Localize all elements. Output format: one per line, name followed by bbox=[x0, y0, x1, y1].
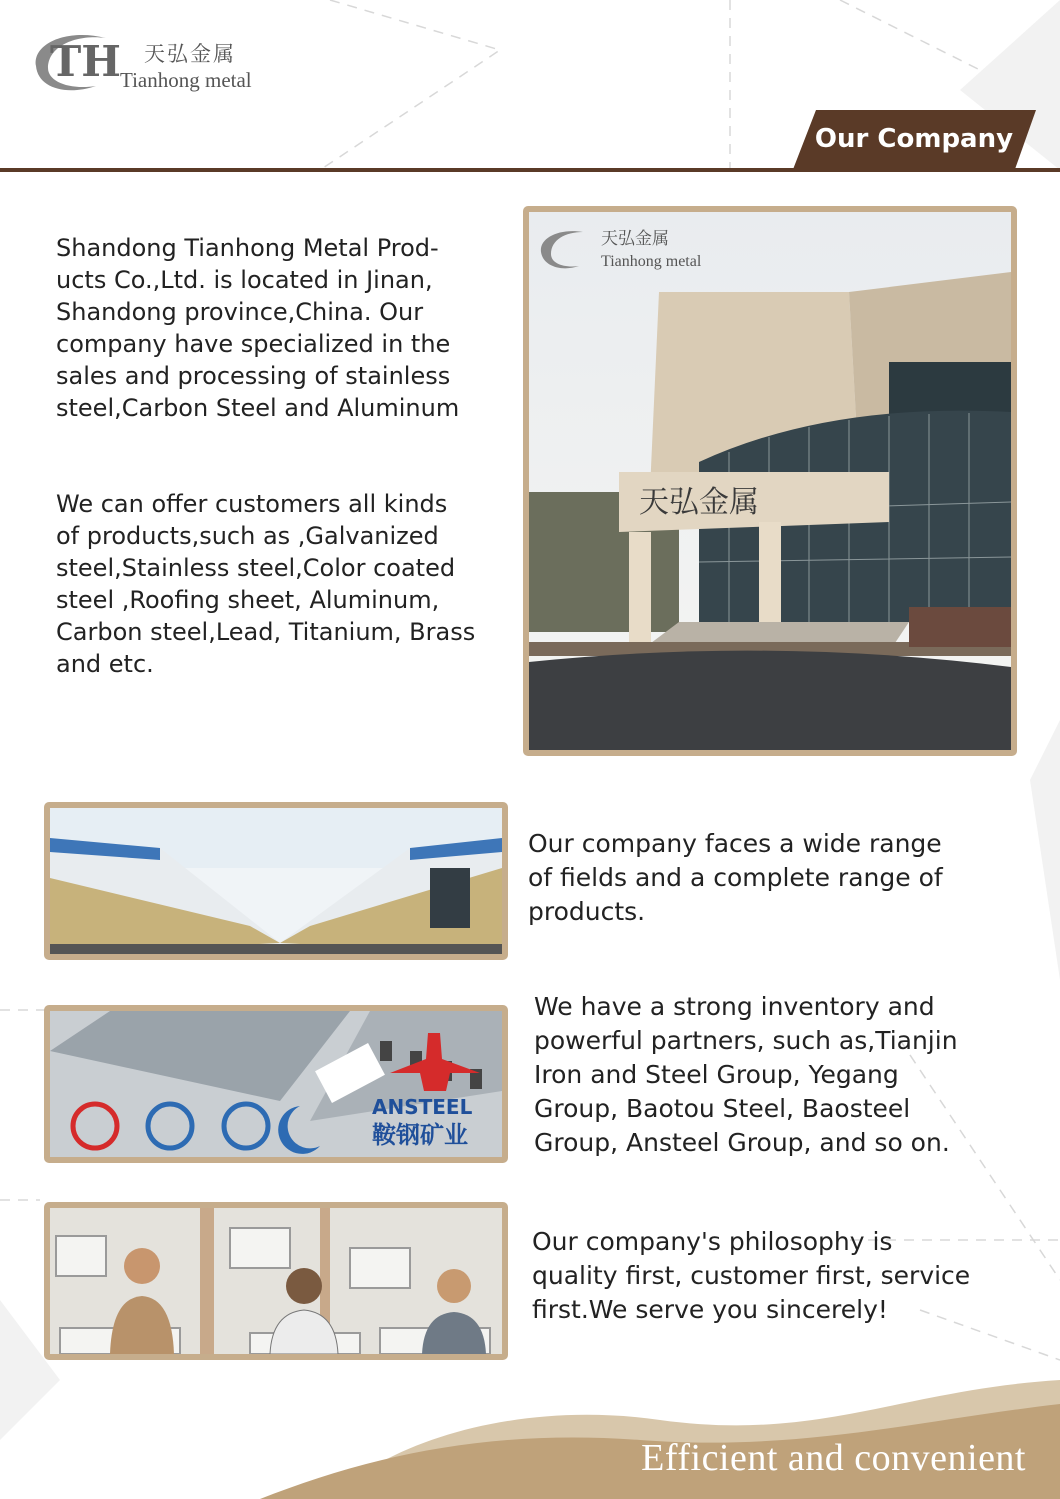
th-logo-icon bbox=[26, 22, 122, 96]
feature-text-2: We have a strong inventory and powerful partners, such as,Tianjin Iron and Steel Group, Yegang Group, Baotou Steel, Baosteel Group, Ansteel Group, and so on. bbox=[534, 992, 958, 1157]
company-logo bbox=[26, 22, 286, 102]
partners-photo bbox=[44, 1005, 508, 1163]
logo-letters: TH bbox=[50, 37, 121, 86]
office-illustration bbox=[50, 1208, 502, 1354]
feature-text-3: Our company's philosophy is quality first, customer first, service first.We serve you sincerely! bbox=[532, 1227, 971, 1324]
ansteel-logo-text: ANSTEEL bbox=[372, 1095, 473, 1119]
footer-tagline: Efficient and convenient bbox=[641, 1437, 1026, 1479]
intro-paragraph-2: We can offer customers all kinds of products,such as ,Galvanized steel,Stainless steel,Color coated steel ,Roofing sheet, Aluminum, Carbon steel,Lead, Titanium, Brass and etc. bbox=[56, 490, 476, 678]
section-title: Our Company bbox=[814, 124, 1014, 154]
warehouse-illustration bbox=[50, 808, 502, 954]
intro-paragraph-1: Shandong Tianhong Metal Prod- ucts Co.,Ltd. is located in Jinan, Shandong province,China. Our company have specialized in the sales and processing of stainless steel,Carbon Steel and Aluminum bbox=[56, 234, 460, 422]
building-sign: 天弘金属 bbox=[639, 485, 759, 520]
warehouse-photo bbox=[44, 802, 508, 960]
photo-watermark-en: Tianhong metal bbox=[601, 253, 702, 270]
logo-english-name: Tianhong metal bbox=[120, 68, 252, 92]
feature-text-1: Our company faces a wide range of fields and a complete range of products. bbox=[528, 829, 943, 926]
building-illustration bbox=[529, 212, 1011, 750]
partners-illustration bbox=[50, 1011, 502, 1157]
logo-chinese-name: 天弘金属 bbox=[144, 42, 236, 66]
office-photo bbox=[44, 1202, 508, 1360]
section-title-tab bbox=[792, 110, 1036, 172]
ansteel-logo-chinese: 鞍钢矿业 bbox=[372, 1121, 468, 1149]
building-photo bbox=[523, 206, 1017, 756]
photo-watermark-cn: 天弘金属 bbox=[601, 229, 669, 249]
